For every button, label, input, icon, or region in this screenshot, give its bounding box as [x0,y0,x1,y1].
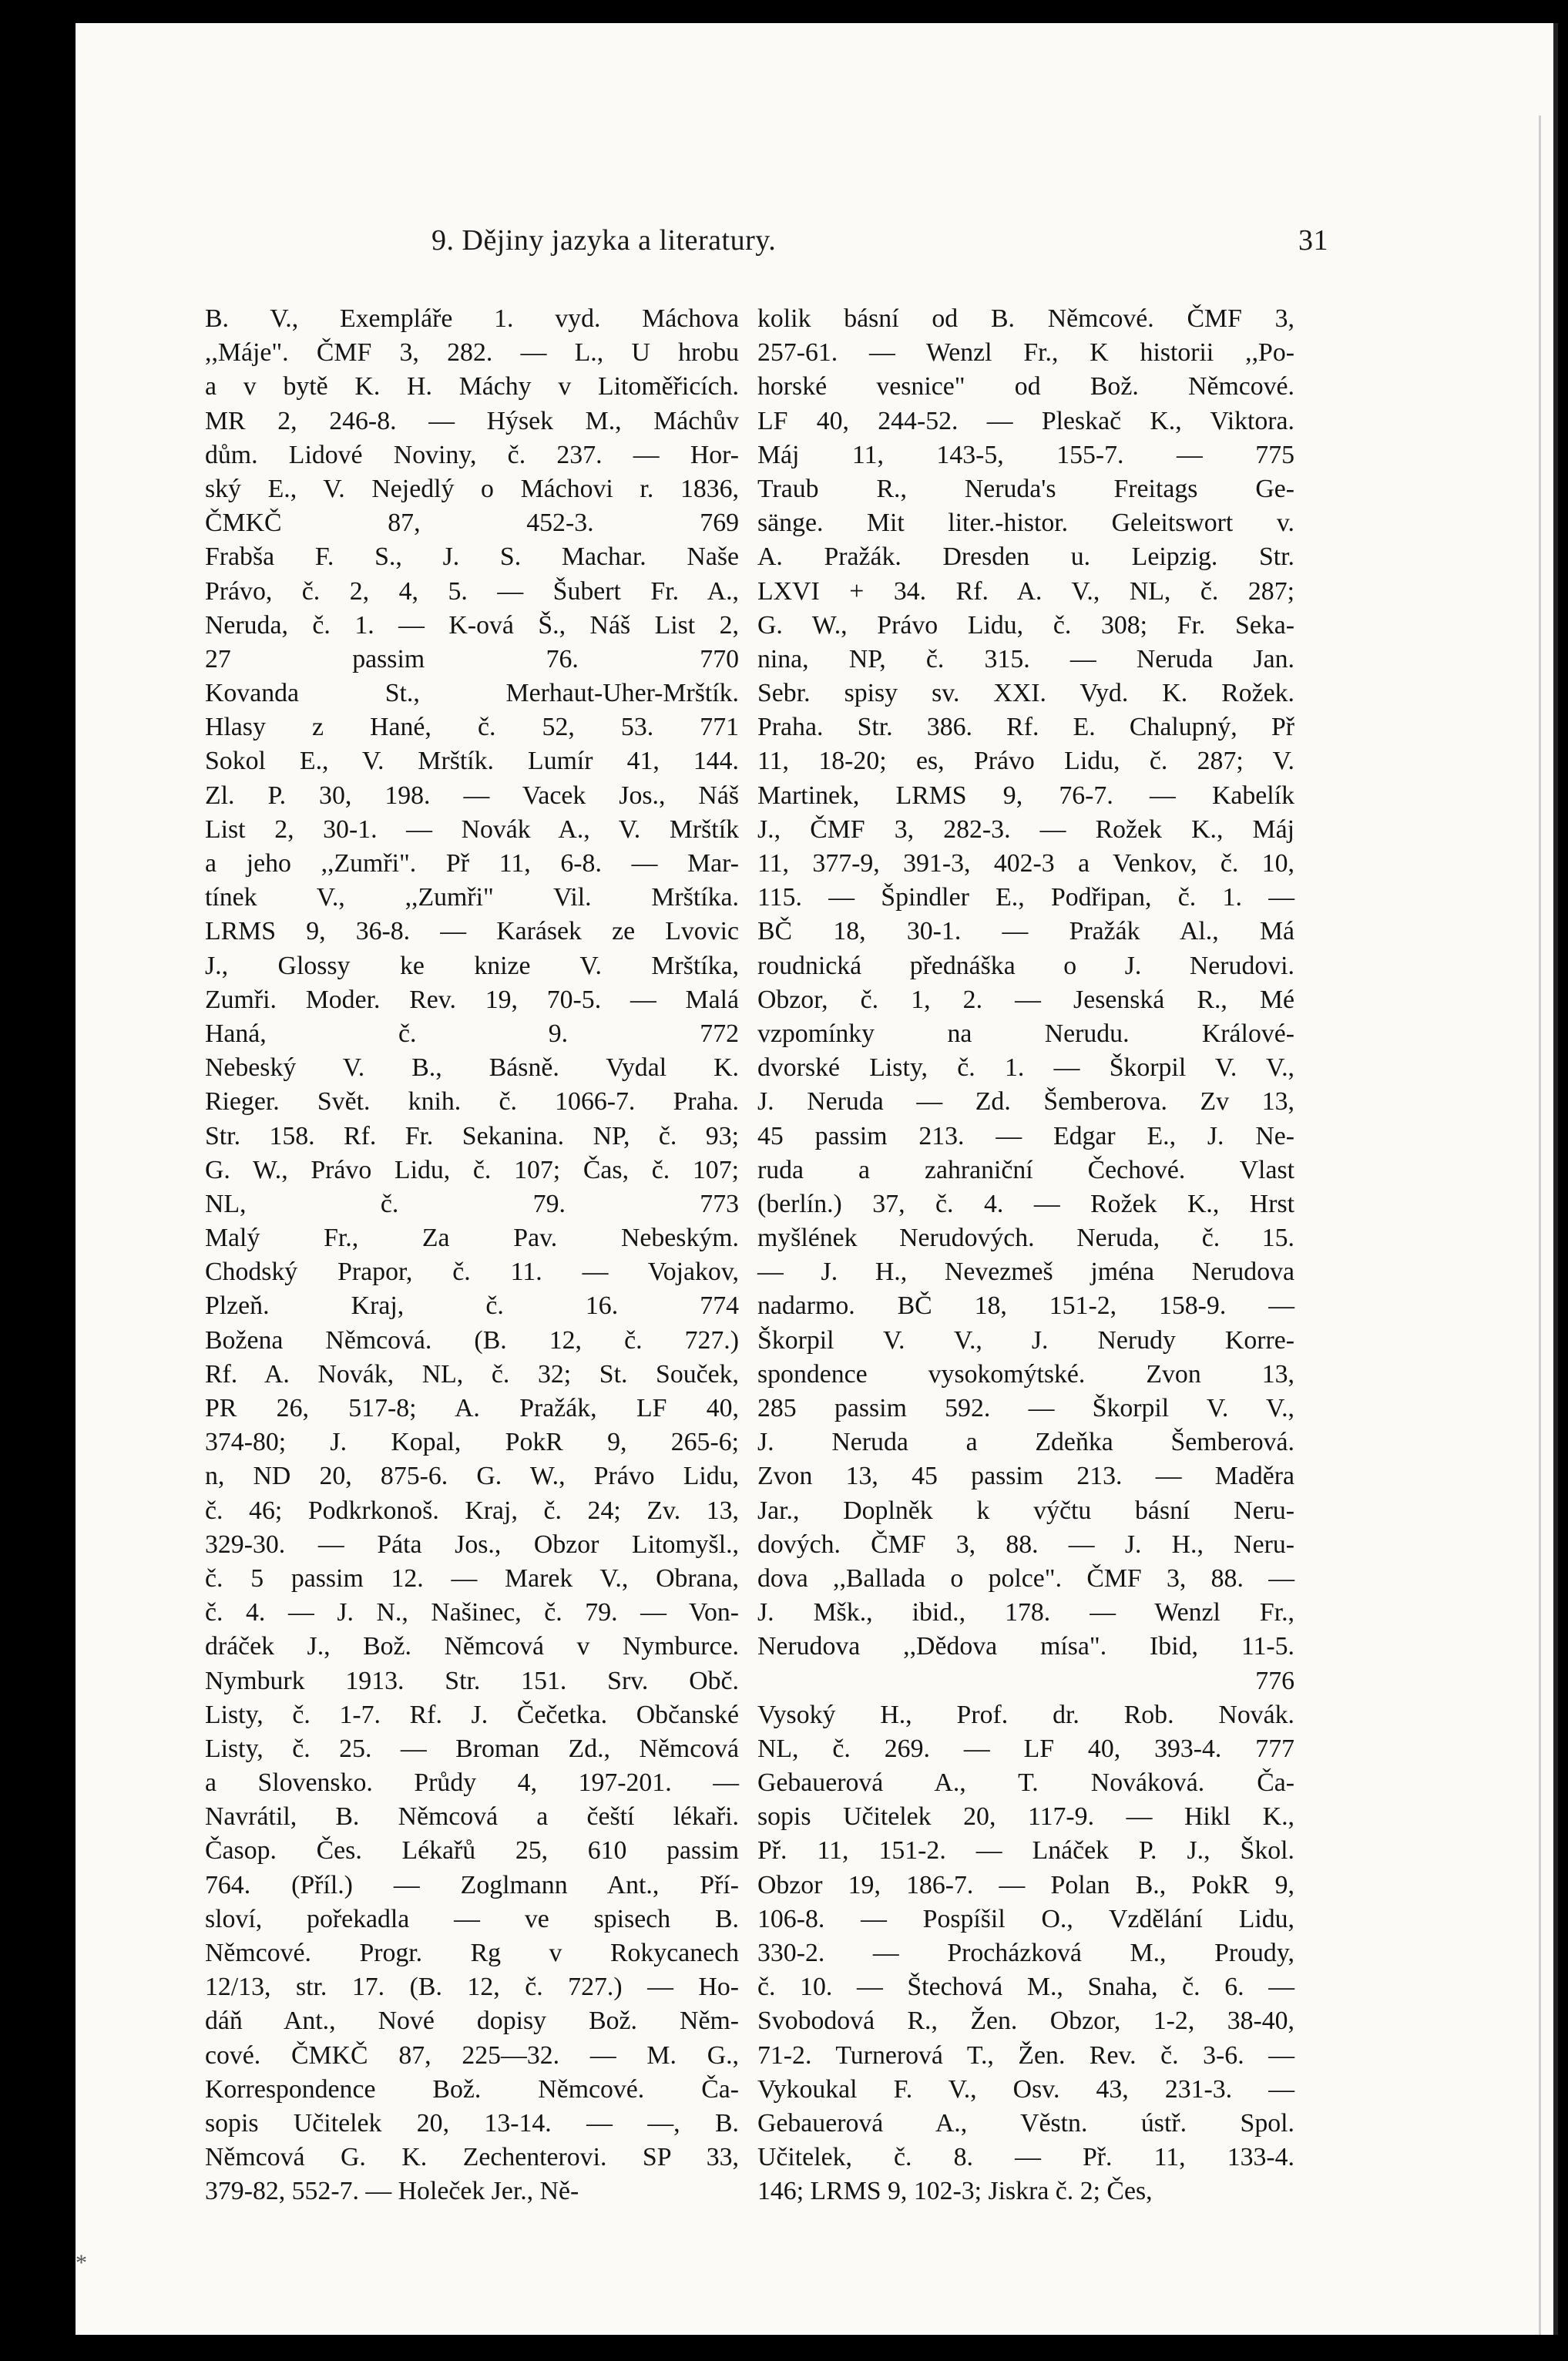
text-line: Právo, č. 2, 4, 5. — Šubert Fr. A., [205,576,739,606]
text-line: 27 passim 76. 770 [205,644,739,673]
text-line: Praha. Str. 386. Rf. E. Chalupný, Př [757,713,1294,742]
page-number: 31 [1298,224,1328,257]
text-line: ský E., V. Nejedlý o Máchovi r. 1836, [205,474,739,503]
text-line: Str. 158. Rf. Fr. Sekanina. NP, č. 93; [205,1121,739,1150]
text-line: Škorpil V. V., J. Nerudy Korre- [757,1325,1294,1355]
text-line: LRMS 9, 36-8. — Karásek ze Lvovic [205,917,739,946]
text-line: Božena Němcová. (B. 12, č. 727.) [205,1325,739,1355]
text-line: List 2, 30-1. — Novák A., V. Mrštík [205,814,739,844]
text-line: myšlének Nerudových. Neruda, č. 15. [757,1224,1294,1253]
text-line: dáň Ant., Nové dopisy Bož. Něm- [205,2007,739,2036]
text-line: Rf. A. Novák, NL, č. 32; St. Souček, [205,1359,739,1389]
text-line: Gebauerová A., T. Nováková. Ča- [757,1768,1294,1798]
text-line: 257-61. — Wenzl Fr., K historii ,,Po- [757,338,1294,368]
text-line: č. 4. — J. N., Našinec, č. 79. — Von- [205,1598,739,1627]
text-line: Obzor 19, 186-7. — Polan B., PokR 9, [757,1870,1294,1899]
text-line: Gebauerová A., Věstn. ústř. Spol. [757,2108,1294,2138]
text-line: 330-2. — Procházková M., Proudy, [757,1939,1294,1967]
text-line: Nerudova ,,Dědova mísa". Ibid, 11-5. [757,1632,1294,1661]
text-line: roudnická přednáška o J. Nerudovi. [757,951,1294,980]
text-line: sopis Učitelek 20, 117-9. — Hikl K., [757,1802,1294,1832]
text-line: sloví, pořekadla — ve spisech B. [205,1904,739,1933]
text-line: Vykoukal F. V., Osv. 43, 231-3. — [757,2074,1294,2104]
text-line: nadarmo. BČ 18, 151-2, 158-9. — [757,1291,1294,1321]
text-line: Máj 11, 143-5, 155-7. — 775 [757,440,1294,469]
text-line: Haná, č. 9. 772 [205,1019,739,1048]
text-line: Kovanda St., Merhaut-Uher-Mrštík. [205,679,739,708]
text-line: 12/13, str. 17. (B. 12, č. 727.) — Ho- [205,1973,739,2002]
text-line: sänge. Mit liter.-histor. Geleitswort v. [757,509,1294,538]
text-line: dova ,,Ballada o polce". ČMF 3, 88. — [757,1563,1294,1593]
text-line: č. 46; Podkrkonoš. Kraj, č. 24; Zv. 13, [205,1496,739,1525]
text-line: NL, č. 269. — LF 40, 393-4. 777 [757,1734,1294,1763]
text-line: Listy, č. 1-7. Rf. J. Čečetka. Občanské [205,1700,739,1729]
text-line: Obzor, č. 1, 2. — Jesenská R., Mé [757,985,1294,1014]
text-line: č. 10. — Štechová M., Snaha, č. 6. — [757,1973,1294,2002]
text-line: horské vesnice" od Bož. Němcové. [757,372,1294,401]
text-line: Zumři. Moder. Rev. 19, 70-5. — Malá [205,985,739,1014]
text-line: nina, NP, č. 315. — Neruda Jan. [757,644,1294,673]
text-line: BČ 18, 30-1. — Pražák Al., Má [757,917,1294,946]
text-line: kolik básní od B. Němcové. ČMF 3, [757,304,1294,333]
text-line: PR 26, 517-8; A. Pražák, LF 40, [205,1394,739,1422]
page-edge-line [1539,116,1541,2335]
text-line: Frabša F. S., J. S. Machar. Naše [205,542,739,572]
text-line: Jar., Doplněk k výčtu básní Neru- [757,1496,1294,1525]
text-line: a jeho ,,Zumři". Př 11, 6-8. — Mar- [205,849,739,878]
text-line: Sokol E., V. Mrštík. Lumír 41, 144. [205,747,739,776]
text-line: 71-2. Turnerová T., Žen. Rev. č. 3-6. — [757,2040,1294,2070]
text-line: Martinek, LRMS 9, 76-7. — Kabelík [757,781,1294,810]
text-line: G. W., Právo Lidu, č. 107; Čas, č. 107; [205,1155,739,1184]
text-line: Učitelek, č. 8. — Př. 11, 133-4. [757,2143,1294,2172]
margin-mark: * [76,2250,87,2275]
chapter-title: 9. Dějiny jazyka a literatury. [431,224,777,257]
text-line: Němcová G. K. Zechenterovi. SP 33, [205,2143,739,2172]
text-line: dům. Lidové Noviny, č. 237. — Hor- [205,440,739,469]
text-line: 374-80; J. Kopal, PokR 9, 265-6; [205,1428,739,1457]
text-line: č. 5 passim 12. — Marek V., Obrana, [205,1563,739,1593]
text-line: ČMKČ 87, 452-3. 769 [205,509,739,538]
text-line: J. Neruda — Zd. Šemberova. Zv 13, [757,1087,1294,1117]
text-line: cové. ČMKČ 87, 225—32. — M. G., [205,2040,739,2070]
text-line: Zl. P. 30, 198. — Vacek Jos., Náš [205,781,739,810]
text-line: 45 passim 213. — Edgar E., J. Ne- [757,1121,1294,1150]
text-line: Neruda, č. 1. — K-ová Š., Náš List 2, [205,610,739,640]
text-line: (berlín.) 37, č. 4. — Rožek K., Hrst [757,1189,1294,1218]
left-column [205,302,739,2209]
text-line: sopis Učitelek 20, 13-14. — —, B. [205,2108,739,2138]
text-line: Hlasy z Hané, č. 52, 53. 771 [205,713,739,742]
text-line: Němcové. Progr. Rg v Rokycanech [205,1939,739,1967]
text-line: Rieger. Svět. knih. č. 1066-7. Praha. [205,1087,739,1117]
text-line: Chodský Prapor, č. 11. — Vojakov, [205,1258,739,1287]
text-line: 11, 18-20; es, Právo Lidu, č. 287; V. [757,747,1294,776]
text-line: Navrátil, B. Němcová a čeští lékaři. [205,1802,739,1832]
right-column [757,302,1294,2209]
text-line: dových. ČMF 3, 88. — J. H., Neru- [757,1530,1294,1559]
text-line: a v bytě K. H. Máchy v Litoměřicích. [205,372,739,401]
text-line: a Slovensko. Průdy 4, 197-201. — [205,1768,739,1798]
text-line: J., Glossy ke knize V. Mrštíka, [205,951,739,980]
text-line: 11, 377-9, 391-3, 402-3 a Venkov, č. 10, [757,849,1294,878]
text-line: 329-30. — Páta Jos., Obzor Litomyšl., [205,1530,739,1559]
text-line: 106-8. — Pospíšil O., Vzdělání Lidu, [757,1904,1294,1933]
text-line: Časop. Čes. Lékařů 25, 610 passim [205,1836,739,1866]
text-line: 776 [1255,1666,1294,1695]
text-line: J., ČMF 3, 282-3. — Rožek K., Máj [757,814,1294,844]
text-line: Korrespondence Bož. Němcové. Ča- [205,2074,739,2104]
text-line: ,,Máje". ČMF 3, 282. — L., U hrobu [205,338,739,368]
text-line: Malý Fr., Za Pav. Nebeským. [205,1224,739,1253]
text-line: B. V., Exempláře 1. vyd. Máchova [205,304,739,333]
text-line: J. Neruda a Zdeňka Šemberová. [757,1428,1294,1457]
text-line: Sebr. spisy sv. XXI. Vyd. K. Rožek. [757,679,1294,708]
text-line: Př. 11, 151-2. — Lnáček P. J., Škol. [757,1836,1294,1866]
text-line: vzpomínky na Nerudu. Králové- [757,1019,1294,1048]
text-line: tínek V., ,,Zumři" Vil. Mrštíka. [205,883,739,912]
text-line: Traub R., Neruda's Freitags Ge- [757,474,1294,503]
text-line: Vysoký H., Prof. dr. Rob. Novák. [757,1700,1294,1729]
text-line: Listy, č. 25. — Broman Zd., Němcová [205,1734,739,1763]
text-line: J. Mšk., ibid., 178. — Wenzl Fr., [757,1598,1294,1627]
text-line: 379-82, 552-7. — Holeček Jer., Ně- [205,2177,579,2206]
text-line: Plzeň. Kraj, č. 16. 774 [205,1291,739,1321]
text-line: 115. — Špindler E., Podřipan, č. 1. — [757,883,1294,912]
text-line: 764. (Příl.) — Zoglmann Ant., Pří- [205,1870,739,1899]
text-line: Zvon 13, 45 passim 213. — Maděra [757,1462,1294,1491]
text-line: ruda a zahraniční Čechové. Vlast [757,1155,1294,1184]
text-line: Nebeský V. B., Básně. Vydal K. [205,1053,739,1083]
text-line: LF 40, 244-52. — Pleskač K., Viktora. [757,406,1294,435]
text-line: 285 passim 592. — Škorpil V. V., [757,1394,1294,1422]
text-line: 146; LRMS 9, 102-3; Jiskra č. 2; Čes, [757,2177,1153,2206]
text-line: MR 2, 246-8. — Hýsek M., Máchův [205,406,739,435]
text-line: — J. H., Nevezmeš jména Nerudova [757,1258,1294,1287]
text-line: Svobodová R., Žen. Obzor, 1-2, 38-40, [757,2007,1294,2036]
text-line: NL, č. 79. 773 [205,1189,739,1218]
text-line: spondence vysokomýtské. Zvon 13, [757,1359,1294,1389]
text-line: Nymburk 1913. Str. 151. Srv. Obč. [205,1666,739,1695]
text-line: A. Pražák. Dresden u. Leipzig. Str. [757,542,1294,572]
text-line: dráček J., Bož. Němcová v Nymburce. [205,1632,739,1661]
text-line: n, ND 20, 875-6. G. W., Právo Lidu, [205,1462,739,1491]
text-line: LXVI + 34. Rf. A. V., NL, č. 287; [757,576,1294,606]
text-line: dvorské Listy, č. 1. — Škorpil V. V., [757,1053,1294,1083]
text-line: G. W., Právo Lidu, č. 308; Fr. Seka- [757,610,1294,640]
